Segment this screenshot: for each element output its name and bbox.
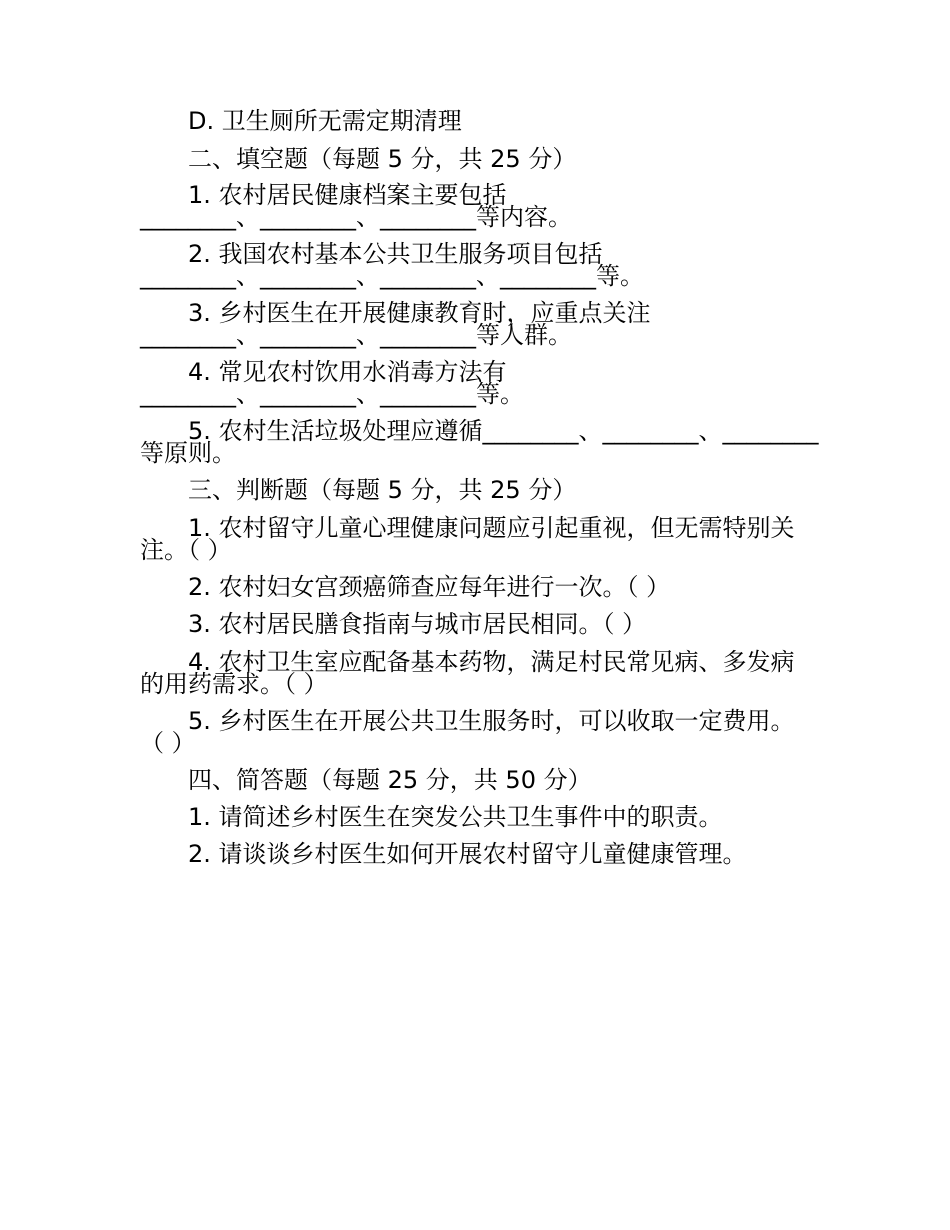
judge-question-1-continuation: 注。（ ） xyxy=(140,536,232,564)
section-heading-short-answer: 四、简答题（每题 25 分，共 50 分） xyxy=(188,766,592,794)
fill-question-1-blanks: ________、________、________等内容。 xyxy=(140,203,572,231)
fill-question-3: 3. 乡村医生在开展健康教育时，应重点关注 xyxy=(188,299,651,327)
fill-question-4: 4. 常见农村饮用水消毒方法有 xyxy=(188,358,507,386)
short-answer-question-1: 1. 请简述乡村医生在突发公共卫生事件中的职责。 xyxy=(188,803,723,831)
fill-question-4-blanks: ________、________、________等。 xyxy=(140,380,524,408)
section-heading-true-false: 三、判断题（每题 5 分，共 25 分） xyxy=(188,476,577,504)
option-d-line: D. 卫生厕所无需定期清理 xyxy=(188,107,462,135)
judge-question-2: 2. 农村妇女宫颈癌筛查应每年进行一次。（ ） xyxy=(188,573,671,601)
fill-question-5-continuation: 等原则。 xyxy=(140,439,236,467)
judge-question-4-continuation: 的用药需求。（ ） xyxy=(140,670,328,698)
short-answer-question-2: 2. 请谈谈乡村医生如何开展农村留守儿童健康管理。 xyxy=(188,840,747,868)
fill-question-5: 5. 农村生活垃圾处理应遵循________、________、________ xyxy=(188,417,819,445)
fill-question-1: 1. 农村居民健康档案主要包括 xyxy=(188,181,507,209)
fill-question-3-blanks: ________、________、________等人群。 xyxy=(140,321,572,349)
fill-question-2: 2. 我国农村基本公共卫生服务项目包括 xyxy=(188,240,603,268)
section-heading-fill-blank: 二、填空题（每题 5 分，共 25 分） xyxy=(188,145,577,173)
judge-question-5-continuation: （ ） xyxy=(140,729,196,757)
judge-question-5: 5. 乡村医生在开展公共卫生服务时，可以收取一定费用。 xyxy=(188,707,795,735)
fill-question-2-blanks: ________、________、________、________等。 xyxy=(140,262,644,290)
judge-question-4: 4. 农村卫生室应配备基本药物，满足村民常见病、多发病 xyxy=(188,648,795,676)
judge-question-1: 1. 农村留守儿童心理健康问题应引起重视，但无需特别关 xyxy=(188,514,795,542)
judge-question-3: 3. 农村居民膳食指南与城市居民相同。（ ） xyxy=(188,610,647,638)
